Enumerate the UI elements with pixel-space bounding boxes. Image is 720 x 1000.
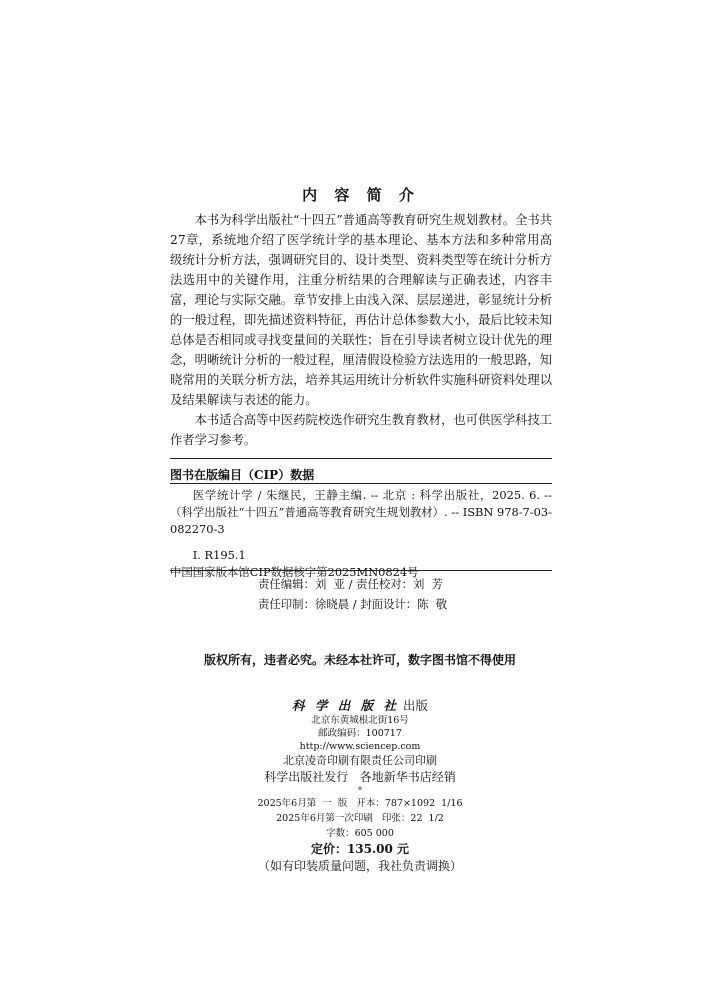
printer-name: 北京凌奇印刷有限责任公司印刷 [283, 754, 437, 767]
publisher-name-suffix: 出版 [402, 698, 428, 713]
cip-number: 中国国家版本馆CIP数据核字第2025MN0824号 [170, 565, 419, 579]
summary-title: 内 容 简 介 [302, 186, 420, 204]
publisher-info [160, 697, 560, 875]
quality-note: （如有印装质量问题，我社负责调换） [257, 859, 462, 873]
summary-paragraph-1: 本书为科学出版社“十四五”普通高等教育研究生规划教材。全书共27章，系统地介绍了医学统计学的基本理论、基本方法和多种常用高级统计分析方法，强调研究目的、设计类型、资料类型等在统计分析方法选用中的关键作用，注重分析结果的合理解读与正确表述，内容丰富，理论与实际交融。章节安排上由浅入深、层层递进，彰显统计分析的一般过程，即先描述资料特征，再估计总体参数大小，最后比较未知总体是否相同或寻找变量间的关联性；旨在引导读者树立设计优先的理念，明晰统计分析的一般过程，厘清假设检验方法选用的一般思路，知晓常用的关联分析方法，培养其运用统计分析软件实施科研资料处理以及结果解读与表述的能力。 [170, 213, 552, 407]
cip-heading-rule [170, 483, 552, 484]
summary-paragraph-2: 本书适合高等中医药院校选作研究生教育教材，也可供医学科技工作者学习参考。 [170, 413, 552, 447]
cip-top-rule [170, 458, 552, 459]
publisher-website: http://www.sciencep.com [299, 741, 421, 752]
cip-heading: 图书在版编目（CIP）数据 [170, 468, 315, 482]
cip-bottom-rule [170, 570, 552, 571]
printing-line: 2025年6月第一次印刷 印张：22 1/2 [276, 813, 444, 824]
word-count: 字数：605 000 [326, 828, 394, 839]
publisher-name [160, 697, 560, 714]
publisher-address: 北京东黄城根北街16号 [311, 715, 409, 726]
separator-star: * [358, 786, 362, 795]
cip-classification: Ⅰ. R195.1 [192, 548, 246, 562]
distribution-line: 科学出版社发行 各地新华书店经销 [264, 770, 456, 784]
cip-record-block [170, 487, 552, 581]
edition-line: 2025年6月第 一 版 开本：787×1092 1/16 [257, 798, 463, 809]
staff-line-editors: 责任编辑：刘 亚 / 责任校对：刘 芳 [258, 577, 444, 591]
staff-line-production: 责任印制：徐晓晨 / 封面设计：陈 敬 [258, 597, 448, 611]
staff-credits [258, 574, 558, 614]
summary-body [170, 210, 552, 450]
rights-notice: 版权所有，违者必究。未经本社许可，数字图书馆不得使用 [203, 653, 516, 667]
cip-record: 医学统计学 / 朱继民，王静主编. -- 北京 : 科学出版社，2025. 6. --（科学出版社“十四五”普通高等教育研究生规划教材）. -- ISBN 978-7-03-082270-3 [170, 488, 552, 536]
publisher-logo-text: 科 学 出 版 社 [292, 698, 399, 713]
price: 定价：135.00 元 [310, 842, 410, 856]
publisher-postcode: 邮政编码：100717 [318, 728, 402, 739]
